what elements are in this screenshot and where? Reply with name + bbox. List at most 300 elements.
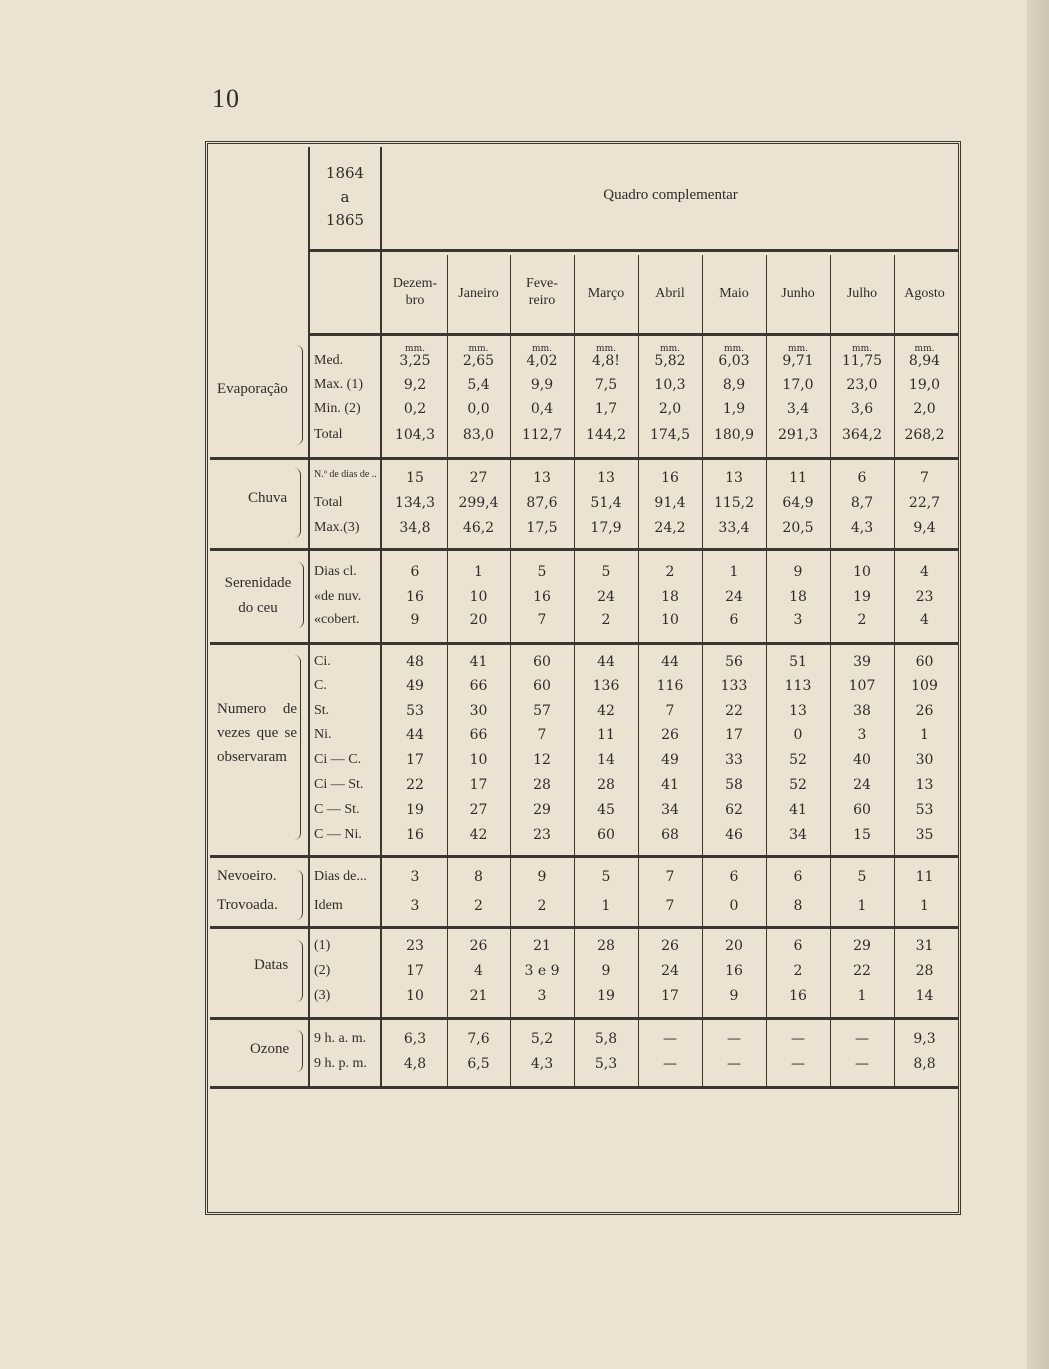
unit-label: mm.: [468, 344, 489, 354]
table-cell: 3,25: [399, 353, 431, 369]
table-cell: 2: [665, 564, 675, 580]
table-cell: 4,3: [530, 1056, 554, 1072]
table-cell: 4: [920, 612, 929, 628]
month-header: Abril: [655, 286, 685, 301]
table-cell: 109: [911, 678, 938, 694]
group-label-numero: Numero de vezes que se observaram: [217, 701, 297, 765]
table-cell: 4,8!: [592, 353, 620, 369]
table-cell: 17,9: [590, 520, 622, 536]
month-header: Maio: [719, 286, 749, 301]
table-cell: 6: [410, 564, 420, 580]
table-cell: 3: [410, 869, 420, 885]
table-cell: 41: [661, 777, 679, 793]
table-cell: 38: [853, 703, 871, 719]
table-cell: 1: [920, 898, 929, 914]
table-cell: 60: [915, 654, 934, 670]
table-cell: 27: [469, 802, 488, 818]
table-cell: 10,3: [654, 377, 686, 393]
table-cell: 291,3: [777, 427, 819, 443]
table-cell: 16: [533, 589, 551, 605]
table-cell: 180,9: [713, 427, 755, 443]
table-cell: 16: [661, 470, 679, 486]
row-label: «cobert.: [314, 612, 360, 627]
table-cell: 6: [729, 869, 739, 885]
table-cell: 34,8: [399, 520, 431, 536]
table-cell: —: [855, 1031, 869, 1047]
table-cell: 53: [915, 802, 934, 818]
table-cell: —: [855, 1056, 869, 1072]
table-cell: 34: [661, 802, 679, 818]
table-cell: 7,5: [594, 377, 618, 393]
table-cell: 5,3: [594, 1056, 618, 1072]
brace-mark: [294, 655, 301, 840]
row-label: Ci — C.: [314, 752, 362, 767]
table-cell: 116: [656, 678, 684, 694]
brace-mark: [296, 940, 303, 1002]
table-cell: 115,2: [713, 495, 755, 511]
table-cell: 5: [601, 869, 611, 885]
table-cell: 33,4: [718, 520, 750, 536]
table-cell: 0: [793, 727, 803, 743]
table-cell: 58: [725, 777, 743, 793]
table-cell: 1: [857, 898, 867, 914]
divider-line: [210, 1017, 958, 1020]
header-year-mid: a: [340, 188, 350, 206]
table-cell: 40: [853, 752, 871, 768]
divider-line: [210, 548, 958, 551]
table-cell: 3,4: [786, 401, 810, 417]
table-cell: 10: [406, 988, 424, 1004]
group-label-serenidade: Serenidade do ceu: [224, 575, 292, 616]
table-cell: 11: [597, 727, 615, 743]
table-cell: 3,6: [850, 401, 874, 417]
table-cell: 51: [789, 654, 807, 670]
table-cell: 17,0: [782, 377, 814, 393]
divider-line: [210, 855, 958, 858]
table-cell: 2: [474, 898, 483, 914]
divider-line: [210, 1086, 958, 1089]
row-label: Ni.: [314, 727, 332, 742]
table-cell: 23: [533, 827, 551, 843]
table-cell: 33: [725, 752, 743, 768]
header-year-bottom: 1865: [325, 211, 365, 229]
group-label-evaporacao: Evaporação: [217, 381, 288, 397]
table-cell: 3: [857, 727, 867, 743]
table-cell: 3 e 9: [524, 963, 560, 979]
row-label: Total: [314, 427, 343, 442]
table-cell: 17: [406, 752, 424, 768]
table-cell: 44: [661, 654, 679, 670]
row-label: (1): [314, 938, 331, 953]
table-cell: —: [791, 1031, 805, 1047]
month-header: Dezem- bro: [392, 276, 438, 308]
table-cell: 7: [665, 898, 675, 914]
table-cell: 19,0: [908, 377, 941, 393]
table-cell: 136: [592, 678, 620, 694]
table-cell: —: [663, 1031, 677, 1047]
row-label: Dias cl.: [314, 564, 357, 579]
table-cell: 6: [857, 470, 867, 486]
table-cell: 24: [597, 589, 615, 605]
table-cell: 30: [469, 703, 488, 719]
table-cell: 1,9: [722, 401, 746, 417]
table-cell: 5: [857, 869, 867, 885]
brace-mark: [294, 468, 301, 538]
row-label: Idem: [314, 898, 343, 913]
table-cell: 4: [474, 963, 483, 979]
table-cell: 16: [725, 963, 743, 979]
table-cell: 34: [789, 827, 807, 843]
table-cell: 46: [725, 827, 743, 843]
table-cell: 107: [848, 678, 876, 694]
unit-label: mm.: [852, 344, 872, 354]
table-cell: 14: [915, 988, 934, 1004]
table-cell: 10: [661, 612, 679, 628]
table-cell: 28: [915, 963, 934, 979]
table-cell: 364,2: [841, 427, 883, 443]
table-cell: 53: [406, 703, 424, 719]
table-cell: 9,71: [782, 353, 814, 369]
table-cell: 16: [406, 827, 424, 843]
row-label: St.: [314, 703, 330, 718]
table-cell: 1: [857, 988, 867, 1004]
row-label: Dias de...: [314, 869, 367, 884]
table-cell: —: [791, 1056, 805, 1072]
table-cell: 2: [793, 963, 803, 979]
table-cell: 19: [406, 802, 424, 818]
table-cell: 21: [533, 938, 551, 954]
table-cell: 5: [537, 564, 547, 580]
table-cell: 2: [601, 612, 611, 628]
table-cell: 39: [853, 654, 871, 670]
table-cell: 6,03: [718, 353, 750, 369]
table-cell: 10: [853, 564, 871, 580]
table-cell: 31: [915, 938, 934, 954]
table-cell: 13: [789, 703, 807, 719]
table-cell: 19: [853, 589, 871, 605]
table-cell: —: [727, 1031, 741, 1047]
table-cell: 5,82: [654, 353, 686, 369]
table-cell: 52: [789, 777, 807, 793]
table-cell: 28: [533, 777, 551, 793]
unit-label: mm.: [724, 344, 744, 354]
table-cell: 22,7: [908, 495, 941, 511]
table-cell: 9: [729, 988, 739, 1004]
table-cell: 1: [729, 564, 739, 580]
row-label: 9 h. p. m.: [314, 1056, 367, 1071]
row-label: 9 h. a. m.: [314, 1031, 367, 1046]
table-cell: 41: [789, 802, 807, 818]
table-cell: 64,9: [782, 495, 814, 511]
table-cell: 20: [469, 612, 488, 628]
divider-line: [310, 249, 958, 252]
table-cell: 11: [789, 470, 807, 486]
table-cell: 10: [469, 752, 488, 768]
group-label-datas: Datas: [254, 957, 289, 973]
table-cell: 11,75: [841, 353, 883, 369]
table-cell: 7: [920, 470, 929, 486]
row-label: «de nuv.: [314, 589, 362, 604]
month-header: Junho: [781, 286, 815, 301]
table-cell: 91,4: [654, 495, 686, 511]
table-cell: 299,4: [458, 495, 499, 511]
table-cell: 26: [661, 727, 679, 743]
table-cell: 113: [784, 678, 812, 694]
table-cell: 16: [406, 589, 424, 605]
table-cell: 52: [789, 752, 807, 768]
table-cell: 20,5: [782, 520, 814, 536]
table-cell: 29: [533, 802, 551, 818]
table-cell: 17: [469, 777, 488, 793]
table-cell: 26: [915, 703, 934, 719]
unit-label: mm.: [660, 344, 680, 354]
table-cell: 87,6: [526, 495, 558, 511]
table-cell: 9,9: [530, 377, 554, 393]
month-header: Agosto: [904, 286, 945, 301]
row-label: Max. (1): [314, 377, 363, 392]
table-cell: 104,3: [394, 427, 436, 443]
page-number: 10: [212, 84, 240, 113]
table-cell: 60: [533, 654, 551, 670]
table-cell: 6: [793, 938, 803, 954]
table-cell: 13: [597, 470, 615, 486]
table-cell: 46,2: [462, 520, 495, 536]
row-label: Ci — St.: [314, 777, 364, 792]
table-cell: 83,0: [462, 427, 495, 443]
table-cell: 10: [469, 589, 488, 605]
row-label: C — St.: [314, 802, 360, 817]
table-cell: 22: [853, 963, 871, 979]
table-cell: 60: [533, 678, 551, 694]
table-cell: 5,8: [594, 1031, 618, 1047]
table-cell: 4: [920, 564, 929, 580]
table-cell: 23: [406, 938, 424, 954]
row-label: Min. (2): [314, 401, 361, 416]
table-cell: 14: [597, 752, 615, 768]
divider-line: [210, 926, 958, 929]
table-cell: 8: [474, 869, 483, 885]
table-cell: 60: [597, 827, 615, 843]
brace-mark: [296, 1030, 303, 1072]
table-cell: 23: [915, 589, 934, 605]
table-cell: 9: [793, 564, 803, 580]
table-cell: 0,0: [467, 401, 490, 417]
table-cell: 13: [915, 777, 934, 793]
table-cell: 5: [601, 564, 611, 580]
unit-label: mm.: [596, 344, 616, 354]
group-label: Nevoeiro.: [217, 868, 277, 884]
table-cell: 26: [469, 938, 488, 954]
table-cell: 5,2: [530, 1031, 554, 1047]
table-cell: 7: [665, 869, 675, 885]
group-label-ozone: Ozone: [250, 1041, 290, 1057]
table-cell: 2,0: [913, 401, 936, 417]
row-label: Ci.: [314, 654, 331, 669]
month-header: Feve- reiro: [526, 276, 558, 308]
brace-mark: [296, 345, 303, 445]
table-cell: 17: [661, 988, 679, 1004]
table-cell: 8,94: [908, 353, 941, 369]
table-cell: 22: [725, 703, 743, 719]
table-cell: 9: [410, 612, 420, 628]
table-cell: 3: [537, 988, 547, 1004]
table-cell: 51,4: [590, 495, 622, 511]
table-cell: 12: [533, 752, 551, 768]
table-cell: 66: [469, 678, 488, 694]
row-label: Med.: [314, 353, 344, 368]
table-cell: 6: [729, 612, 739, 628]
table-cell: 18: [789, 589, 807, 605]
table-cell: 18: [661, 589, 679, 605]
unit-label: mm.: [405, 344, 425, 354]
table-cell: 24: [853, 777, 871, 793]
table-cell: 28: [597, 938, 615, 954]
table-cell: 3: [410, 898, 420, 914]
table-cell: 112,7: [521, 427, 563, 443]
group-label: Trovoada.: [217, 897, 278, 913]
table-cell: 1,7: [594, 401, 618, 417]
table-cell: 62: [725, 802, 743, 818]
table-cell: 9,4: [913, 520, 936, 536]
table-cell: 4,02: [526, 353, 558, 369]
table-cell: 4,8: [403, 1056, 427, 1072]
brace-mark: [297, 562, 304, 628]
table-cell: 17: [725, 727, 743, 743]
table-cell: 49: [661, 752, 679, 768]
divider-line: [210, 457, 958, 460]
table-cell: 0,2: [403, 401, 427, 417]
table-cell: 1: [601, 898, 611, 914]
table-cell: 13: [725, 470, 743, 486]
table-cell: 15: [853, 827, 871, 843]
table-cell: —: [727, 1056, 741, 1072]
table-cell: 42: [469, 827, 488, 843]
table-cell: 17,5: [526, 520, 558, 536]
divider-line: [210, 642, 958, 645]
table-cell: 26: [661, 938, 679, 954]
table-cell: 56: [725, 654, 743, 670]
table-cell: 2: [537, 898, 547, 914]
table-cell: 45: [597, 802, 615, 818]
row-label: (2): [314, 963, 331, 978]
table-cell: 7,6: [467, 1031, 490, 1047]
table-cell: 1: [920, 727, 929, 743]
table-cell: 5,4: [467, 377, 490, 393]
table-cell: 9,3: [913, 1031, 936, 1047]
table-cell: 44: [597, 654, 615, 670]
table-cell: 28: [597, 777, 615, 793]
table-cell: 21: [469, 988, 488, 1004]
table-cell: 41: [469, 654, 488, 670]
table-cell: 30: [915, 752, 934, 768]
row-label: N.º de dias de ..: [314, 469, 377, 480]
table-cell: 24,2: [654, 520, 686, 536]
table-cell: 8,9: [722, 377, 746, 393]
table-cell: 134,3: [394, 495, 436, 511]
header-year-top: 1864: [325, 164, 365, 182]
divider-line: [310, 333, 958, 336]
table-cell: 23,0: [846, 377, 878, 393]
table-cell: 20: [725, 938, 743, 954]
table-cell: 48: [406, 654, 424, 670]
table-cell: 4,3: [850, 520, 874, 536]
brace-mark: [296, 870, 303, 920]
table-cell: 6,5: [467, 1056, 490, 1072]
table-cell: 13: [533, 470, 551, 486]
month-header: Janeiro: [458, 286, 499, 301]
unit-label: mm.: [788, 344, 808, 354]
month-header: Julho: [846, 286, 878, 301]
table-cell: 133: [720, 678, 748, 694]
table-cell: 9,2: [403, 377, 427, 393]
table-cell: 19: [597, 988, 615, 1004]
table-cell: 29: [853, 938, 871, 954]
row-label: Total: [314, 495, 343, 510]
table-cell: 7: [537, 727, 547, 743]
table-cell: 60: [853, 802, 871, 818]
table-cell: 35: [915, 827, 934, 843]
table-cell: 11: [915, 869, 934, 885]
table-cell: 17: [406, 963, 424, 979]
table-cell: 8,7: [850, 495, 874, 511]
table-cell: 7: [665, 703, 675, 719]
unit-label: mm.: [532, 344, 552, 354]
table-cell: 3: [793, 612, 803, 628]
page-edge: [1027, 0, 1049, 1369]
table-cell: 0: [729, 898, 739, 914]
unit-label: mm.: [914, 344, 935, 354]
table-cell: 9: [601, 963, 611, 979]
group-label-chuva: Chuva: [248, 490, 288, 506]
table-cell: 24: [661, 963, 679, 979]
month-header: Março: [587, 286, 625, 301]
table-cell: 42: [597, 703, 615, 719]
table-cell: 16: [789, 988, 807, 1004]
table-cell: 144,2: [585, 427, 627, 443]
table-cell: 44: [406, 727, 424, 743]
table-cell: 8,8: [913, 1056, 936, 1072]
divider-line: [380, 147, 382, 1087]
table-cell: 2,65: [462, 353, 495, 369]
table-title: Quadro complementar: [603, 187, 738, 203]
table-cell: 1: [474, 564, 483, 580]
table-cell: 174,5: [649, 427, 691, 443]
row-label: Max.(3): [314, 520, 360, 535]
table-cell: —: [663, 1056, 677, 1072]
table-cell: 66: [469, 727, 488, 743]
table-cell: 68: [661, 827, 679, 843]
table-cell: 268,2: [904, 427, 945, 443]
table-cell: 57: [533, 703, 551, 719]
table-cell: 0,4: [530, 401, 554, 417]
row-label: (3): [314, 988, 331, 1003]
table-cell: 2: [857, 612, 867, 628]
table-cell: 22: [406, 777, 424, 793]
table-cell: 15: [406, 470, 424, 486]
row-label: C.: [314, 678, 327, 693]
table-cell: 7: [537, 612, 547, 628]
table-cell: 27: [469, 470, 488, 486]
table-cell: 24: [725, 589, 743, 605]
table-cell: 2,0: [658, 401, 682, 417]
table-cell: 6,3: [403, 1031, 427, 1047]
divider-line: [308, 147, 310, 1087]
table-cell: 9: [537, 869, 547, 885]
table-cell: 49: [406, 678, 424, 694]
table-cell: 6: [793, 869, 803, 885]
row-label: C — Ni.: [314, 827, 362, 842]
table-cell: 8: [793, 898, 803, 914]
